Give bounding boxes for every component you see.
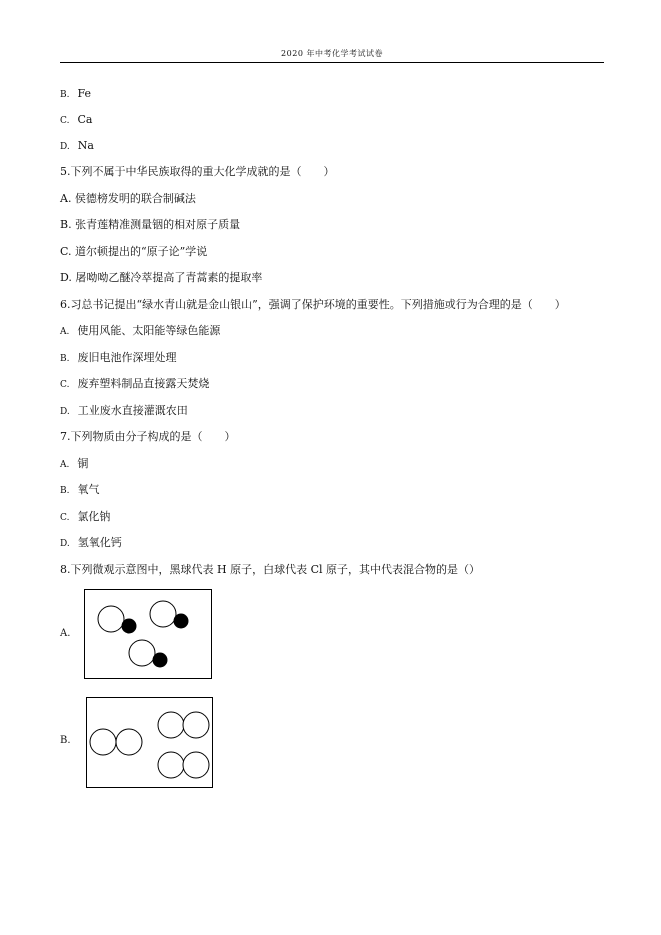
option-label: B. <box>60 486 70 496</box>
option-label: B. <box>60 90 70 100</box>
header-rule <box>60 62 604 63</box>
cl-atom <box>116 729 142 755</box>
molecule-diagram-a <box>85 590 211 678</box>
h-atom <box>122 619 137 634</box>
q6-option-b <box>60 351 176 366</box>
option-label: A. <box>60 460 70 470</box>
option-label: C. <box>60 380 70 390</box>
q6-option-c <box>60 377 209 392</box>
page-header: 2020 年中考化学考试试卷 <box>281 49 383 58</box>
q8-figure-b <box>86 697 213 788</box>
option-label: A. <box>60 327 70 337</box>
option-label: D. <box>60 142 70 152</box>
h-atom <box>174 614 189 629</box>
option-label: B. <box>60 354 70 364</box>
cl-atom <box>98 606 124 632</box>
option-text: 使用风能、太阳能等绿色能源 <box>77 324 221 337</box>
cl-atom <box>183 752 209 778</box>
cl-atom <box>158 712 184 738</box>
q7-option-c <box>60 510 110 525</box>
q5-option-a: A. 侯德榜发明的联合制碱法 <box>60 192 196 205</box>
q7-option-d <box>60 536 122 551</box>
q5-option-b: B. 张青莲精准测量铟的相对原子质量 <box>60 218 241 231</box>
option-label: C. <box>60 116 70 126</box>
q8-figure-a-label: A. <box>60 628 71 639</box>
option-text: 氢氧化钙 <box>77 536 122 549</box>
q6-option-d <box>60 404 188 419</box>
cl-atom <box>158 752 184 778</box>
option-text: 氧气 <box>77 483 100 496</box>
cl-atom <box>183 712 209 738</box>
q6-stem: 6.习总书记提出“绿水青山就是金山银山”，强调了保护环境的重要性。下列措施或行为合理的是（ ） <box>60 298 566 311</box>
q4-option-d <box>60 139 94 154</box>
q4-option-c <box>60 113 92 128</box>
q5-option-c: C. 道尔顿提出的“原子论”学说 <box>60 245 208 258</box>
q5-stem: 5.下列不属于中华民族取得的重大化学成就的是（ ） <box>60 165 335 178</box>
q8-figure-b-label: B. <box>60 735 71 746</box>
q5-option-d: D. 屠呦呦乙醚冷萃提高了青蒿素的提取率 <box>60 271 263 284</box>
q7-option-a <box>60 457 88 472</box>
h-atom <box>153 653 168 668</box>
cl-atom <box>129 640 155 666</box>
option-label: C. <box>60 513 70 523</box>
option-text: Fe <box>77 87 92 100</box>
q7-option-b <box>60 483 99 498</box>
molecule-diagram-b <box>87 698 212 787</box>
option-text: Na <box>77 139 94 152</box>
option-label: D. <box>60 407 70 417</box>
cl-atom <box>90 729 116 755</box>
option-text: 氯化钠 <box>77 510 111 523</box>
q4-option-b <box>60 87 91 102</box>
q8-figure-a <box>84 589 212 679</box>
option-text: 废旧电池作深埋处理 <box>77 351 177 364</box>
option-text: Ca <box>77 113 93 126</box>
option-text: 工业废水直接灌溉农田 <box>77 404 188 417</box>
cl-atom <box>150 601 176 627</box>
option-label: D. <box>60 539 70 549</box>
q6-option-a <box>60 324 220 339</box>
q8-stem: 8.下列微观示意图中，黑球代表 H 原子，白球代表 Cl 原子，其中代表混合物的是（） <box>60 563 481 576</box>
option-text: 铜 <box>77 457 89 470</box>
option-text: 废弃塑料制品直接露天焚烧 <box>77 377 210 390</box>
q7-stem: 7.下列物质由分子构成的是（ ） <box>60 430 236 443</box>
